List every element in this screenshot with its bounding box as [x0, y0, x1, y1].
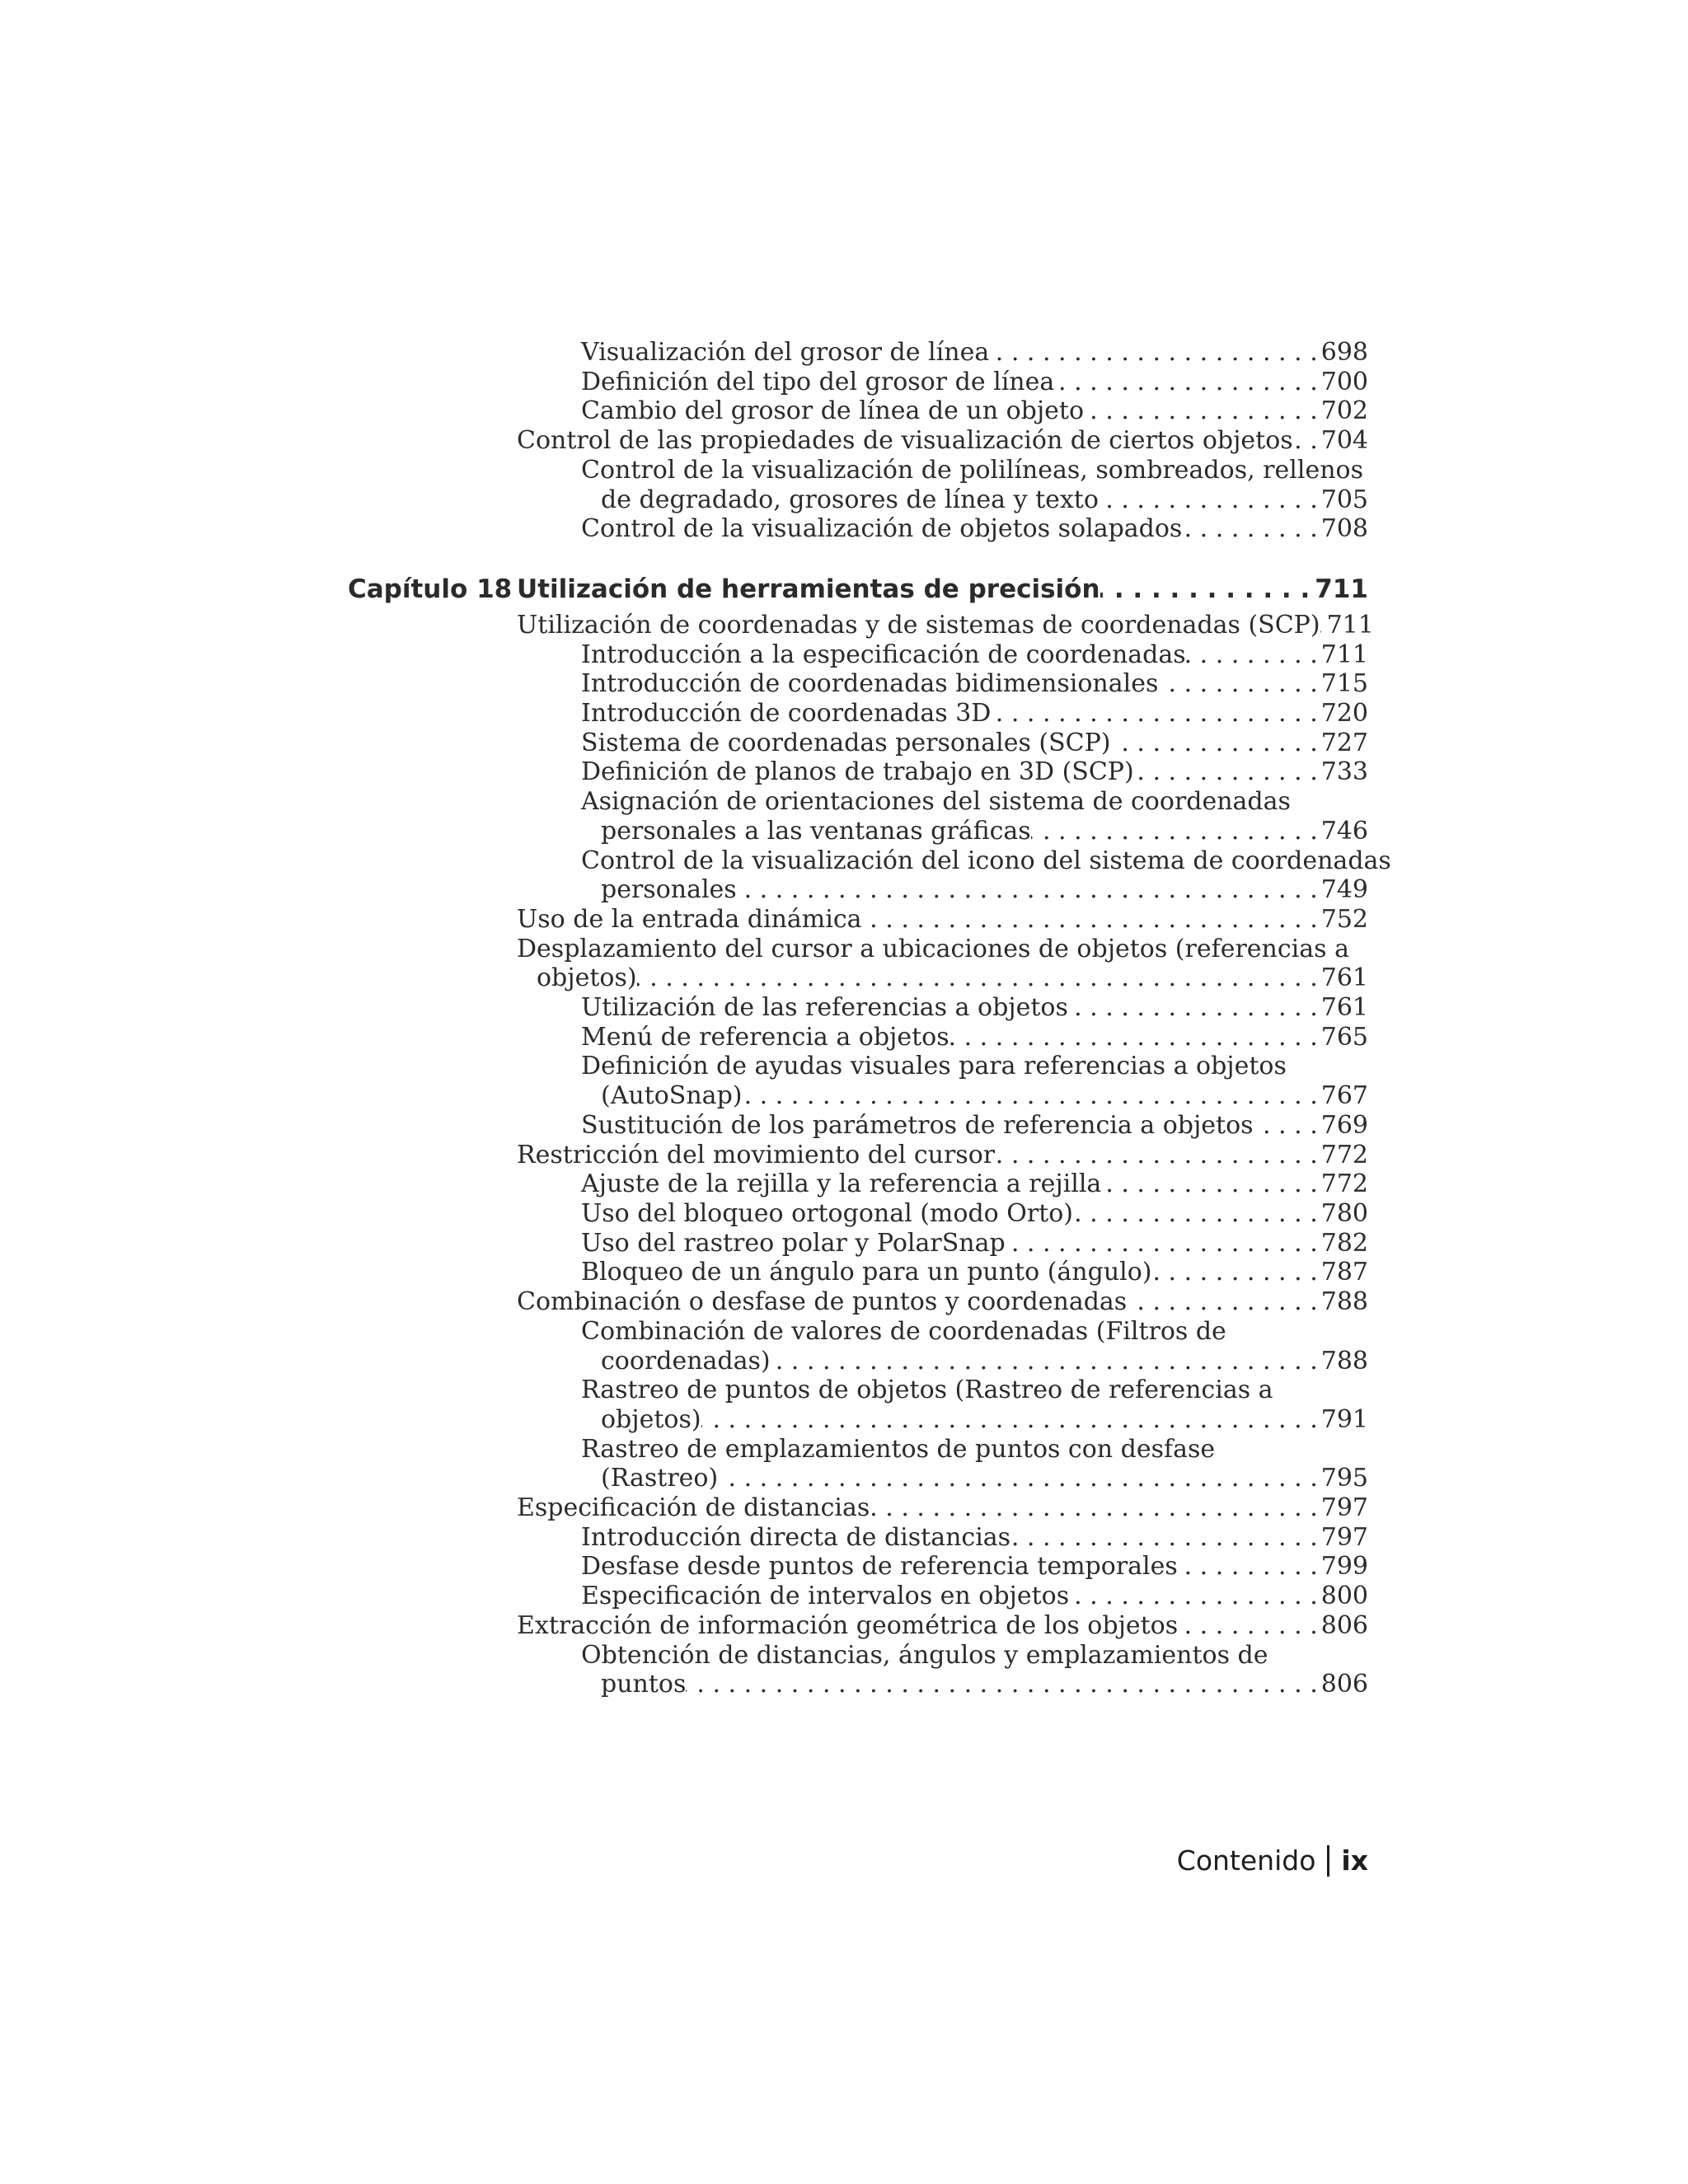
toc-entry-text: de degradado, grosores de línea y texto	[601, 485, 1099, 514]
toc-entry-text: Definición de planos de trabajo en 3D (SCP)	[581, 757, 1134, 787]
toc-entry-text: Visualización del grosor de línea	[581, 338, 990, 367]
toc-page-number: 800	[1320, 1582, 1368, 1611]
toc-page-number: 720	[1320, 699, 1368, 729]
toc-entry[interactable]	[517, 426, 1368, 456]
toc-entry-text: Control de la visualización de polilíneas, sombreados, rellenos	[581, 455, 1363, 485]
leader-dots	[1178, 1611, 1321, 1641]
leader-dots	[1186, 640, 1321, 670]
toc-entry-text: Sustitución de los parámetros de referencia a objetos	[581, 1110, 1254, 1140]
toc-entry-text: (Rastreo)	[601, 1464, 719, 1493]
leader-dots	[1101, 1169, 1320, 1199]
toc-entry[interactable]	[517, 846, 1391, 905]
toc-entry-text: Introducción de coordenadas 3D	[581, 699, 992, 729]
toc-entry[interactable]	[517, 905, 1368, 935]
toc-page-number: 795	[1320, 1464, 1368, 1493]
toc-page-number: 780	[1320, 1198, 1368, 1228]
toc-entry[interactable]	[517, 935, 1368, 993]
toc-entry-text: Definición de ayudas visuales para referencias a objetos	[581, 1052, 1287, 1081]
leader-dots	[1152, 1258, 1321, 1287]
leader-dots	[1100, 573, 1315, 606]
toc-page-number: 772	[1320, 1140, 1368, 1169]
leader-dots	[862, 905, 1321, 935]
toc-entry[interactable]	[517, 1287, 1368, 1317]
toc-entry-text: Rastreo de puntos de objetos (Rastreo de referencias a	[581, 1376, 1273, 1405]
toc-entry[interactable]	[517, 1023, 1368, 1052]
toc-entry[interactable]	[517, 456, 1368, 514]
toc-entry[interactable]	[517, 757, 1368, 787]
leader-dots	[686, 1670, 1320, 1699]
toc-page-number: 700	[1320, 367, 1368, 396]
toc-entry[interactable]	[517, 1641, 1368, 1699]
toc-entry-text: Especificación de distancias	[517, 1493, 870, 1523]
leader-dots	[637, 963, 1321, 993]
leader-dots	[1099, 485, 1321, 515]
leader-dots	[1068, 993, 1321, 1023]
toc-page-number: 806	[1320, 1610, 1368, 1640]
leader-dots	[1073, 1199, 1321, 1229]
toc-page-number: 704	[1320, 426, 1368, 456]
toc-page-number: 806	[1320, 1670, 1368, 1699]
leader-dots	[737, 875, 1321, 905]
leader-dots	[1006, 1229, 1321, 1258]
toc-page-number: 711	[1320, 640, 1368, 669]
leader-dots	[701, 1405, 1321, 1435]
toc-entry-text: Control de la visualización del icono del sistema de coordenadas	[581, 846, 1391, 875]
toc-page-number: 769	[1320, 1110, 1368, 1140]
toc-page-number: 708	[1320, 514, 1368, 544]
toc-entry[interactable]	[517, 1376, 1368, 1434]
toc-entry[interactable]	[517, 1169, 1368, 1199]
toc-entry[interactable]	[517, 1258, 1368, 1287]
leader-dots	[1127, 1287, 1321, 1317]
toc-page-number: 797	[1320, 1493, 1368, 1523]
toc-entry-text: Introducción a la especificación de coordenadas	[581, 640, 1186, 669]
leader-dots	[870, 1493, 1320, 1523]
chapter-title: Utilización de herramientas de precisión	[517, 574, 1100, 604]
toc-entry-text: (AutoSnap)	[601, 1081, 743, 1111]
toc-entry-text: Especificación de intervalos en objetos	[581, 1582, 1070, 1611]
toc-page-number: 752	[1320, 904, 1368, 934]
toc-entry[interactable]	[517, 610, 1374, 640]
toc-entry-text: personales a las ventanas gráficas	[601, 816, 1031, 846]
toc-entry[interactable]	[517, 1523, 1368, 1553]
toc-page-number: 746	[1320, 816, 1368, 846]
toc-entry[interactable]	[517, 1317, 1368, 1376]
toc-entry-text: Uso del bloqueo ortogonal (modo Orto)	[581, 1198, 1073, 1228]
leader-dots	[1182, 514, 1320, 544]
toc-entry[interactable]	[517, 1611, 1368, 1641]
toc-entry-text: Utilización de coordenadas y de sistemas de coordenadas (SCP)	[517, 610, 1320, 640]
toc-entry-text: Combinación de valores de coordenadas (Filtros de	[581, 1316, 1226, 1346]
chapter-label: Capítulo 18	[348, 574, 513, 604]
toc-page-number: 799	[1320, 1552, 1368, 1582]
toc-entry-text: Rastreo de emplazamientos de puntos con desfase	[581, 1434, 1216, 1464]
toc-entry[interactable]	[517, 1435, 1368, 1493]
toc-page-number: 797	[1320, 1522, 1368, 1552]
toc-entry[interactable]	[517, 1552, 1368, 1582]
toc-page-number: 702	[1320, 396, 1368, 426]
toc-entry-text: Introducción de coordenadas bidimensionales	[581, 669, 1159, 699]
toc-entry-text: Asignación de orientaciones del sistema de coordenadas	[581, 787, 1291, 817]
leader-dots	[718, 1464, 1321, 1493]
leader-dots	[991, 699, 1320, 729]
leader-dots	[771, 1347, 1321, 1376]
page-footer	[1177, 1844, 1368, 1877]
leader-dots	[1111, 729, 1321, 758]
toc-entry[interactable]	[517, 1141, 1368, 1170]
leader-dots	[950, 1023, 1321, 1052]
leader-dots	[1293, 426, 1321, 456]
toc-entry-text: Menú de referencia a objetos	[581, 1022, 950, 1052]
toc-page-number: 767	[1320, 1081, 1368, 1111]
toc-entry-text: puntos	[601, 1670, 687, 1699]
table-of-contents	[348, 338, 1391, 1699]
toc-entry[interactable]	[517, 514, 1368, 544]
toc-entry-text: Desfase desde puntos de referencia temporales	[581, 1552, 1178, 1582]
toc-entry-text: coordenadas)	[601, 1346, 771, 1376]
toc-entry-text: Control de la visualización de objetos solapados	[581, 514, 1183, 544]
leader-dots	[1178, 1552, 1321, 1582]
toc-chapter-entries	[517, 610, 1391, 1699]
toc-entry-text: objetos)	[601, 1404, 701, 1434]
toc-page-number: 749	[1320, 875, 1368, 905]
toc-section-continued	[517, 338, 1368, 544]
toc-page-number: 788	[1320, 1346, 1368, 1376]
toc-entry[interactable]	[517, 640, 1368, 670]
toc-entry-text: Cambio del grosor de línea de un objeto	[581, 396, 1085, 426]
toc-entry[interactable]	[517, 1052, 1368, 1110]
toc-page-number: 782	[1320, 1228, 1368, 1258]
leader-dots	[989, 338, 1321, 368]
toc-page-number: 761	[1320, 993, 1368, 1023]
leader-dots	[1031, 817, 1321, 846]
toc-entry[interactable]	[517, 396, 1368, 426]
leader-dots	[1158, 669, 1320, 699]
leader-dots	[1069, 1582, 1321, 1611]
toc-entry[interactable]	[517, 368, 1368, 397]
toc-page-number: 787	[1320, 1258, 1368, 1287]
toc-page-number: 727	[1320, 728, 1368, 757]
toc-entry-text: Definición del tipo del grosor de línea	[581, 367, 1055, 396]
toc-entry-text: Utilización de las referencias a objetos	[581, 993, 1068, 1023]
toc-entry-text: Introducción directa de distancias	[581, 1522, 1011, 1552]
toc-entry[interactable]	[517, 669, 1368, 699]
toc-page-number: 791	[1320, 1404, 1368, 1434]
leader-dots	[1084, 396, 1321, 426]
toc-page-number: 761	[1320, 963, 1368, 993]
toc-entry-text: Obtención de distancias, ángulos y emplazamientos de	[581, 1640, 1268, 1670]
leader-dots	[1320, 611, 1327, 640]
toc-entry[interactable]	[517, 338, 1368, 368]
toc-page-number: 698	[1320, 338, 1368, 367]
toc-page-number: 715	[1320, 669, 1368, 699]
toc-page-number: 705	[1320, 485, 1368, 514]
toc-page-number: 733	[1320, 757, 1368, 787]
toc-entry-text: Control de las propiedades de visualización de ciertos objetos	[517, 426, 1293, 456]
leader-dots	[1134, 757, 1321, 787]
toc-entry-text: Sistema de coordenadas personales (SCP)	[581, 728, 1111, 757]
toc-entry-text: Ajuste de la rejilla y la referencia a rejilla	[581, 1169, 1102, 1199]
toc-entry-text: Bloqueo de un ángulo para un punto (ángulo)	[581, 1258, 1152, 1287]
toc-entry-text: Restricción del movimiento del cursor	[517, 1140, 996, 1169]
toc-entry-text: Combinación o desfase de puntos y coordenadas	[517, 1287, 1128, 1317]
toc-entry-text: personales	[601, 875, 737, 905]
toc-entry[interactable]	[517, 699, 1368, 729]
toc-entry[interactable]	[517, 1111, 1368, 1141]
toc-entry[interactable]	[517, 729, 1368, 758]
leader-dots	[1010, 1523, 1321, 1553]
footer-page-number: ix	[1341, 1844, 1368, 1877]
toc-page-number: 765	[1320, 1022, 1368, 1052]
toc-entry[interactable]	[517, 1229, 1368, 1258]
toc-entry[interactable]	[517, 1582, 1368, 1611]
toc-entry[interactable]	[517, 1493, 1368, 1523]
toc-entry[interactable]	[517, 1199, 1368, 1229]
toc-entry-text: Uso de la entrada dinámica	[517, 904, 862, 934]
toc-entry-text: Extracción de información geométrica de los objetos	[517, 1610, 1179, 1640]
toc-page-number: 711	[1326, 610, 1374, 640]
leader-dots	[742, 1081, 1320, 1111]
toc-page-number: 772	[1320, 1169, 1368, 1199]
toc-entry[interactable]	[517, 993, 1368, 1023]
leader-dots	[1254, 1111, 1321, 1141]
toc-page-number: 788	[1320, 1287, 1368, 1317]
chapter-heading	[348, 573, 1368, 606]
footer-section-name: Contenido	[1176, 1844, 1316, 1877]
leader-dots	[995, 1141, 1321, 1170]
toc-entry-text: objetos)	[537, 963, 637, 993]
toc-entry[interactable]	[517, 787, 1368, 846]
chapter-page-number: 711	[1315, 574, 1368, 604]
footer-divider	[1327, 1845, 1329, 1877]
toc-entry-text: Desplazamiento del cursor a ubicaciones de objetos (referencias a	[517, 934, 1349, 963]
leader-dots	[1054, 368, 1320, 397]
toc-entry-text: Uso del rastreo polar y PolarSnap	[581, 1228, 1006, 1258]
